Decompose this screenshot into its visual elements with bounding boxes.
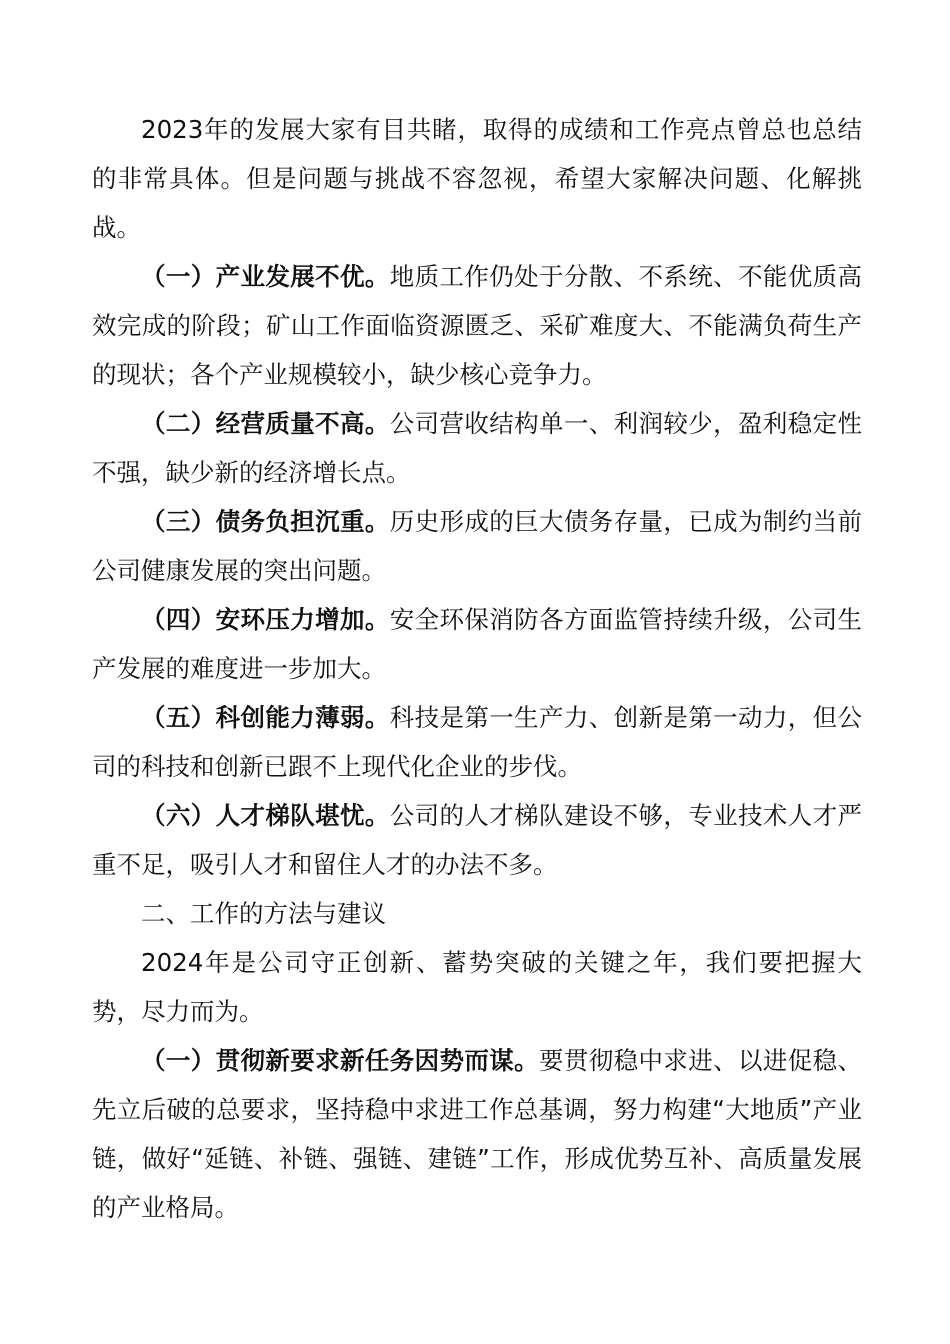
paragraph-problem-4: [92, 595, 862, 693]
section-title: 二、工作的方法与建议: [141, 899, 386, 928]
paragraph-body: 公司的人才梯队建设不够，专业技术人才严重不足，吸引人才和留住人才的办法不多。: [92, 801, 862, 879]
paragraph-problem-3: [92, 497, 862, 595]
paragraph-body: 科技是第一生产力、创新是第一动力，但公司的科技和创新已跟不上现代化企业的步伐。: [92, 703, 862, 781]
paragraph-body: 2024年是公司守正创新、蓄势突破的关键之年，我们要把握大势，尽力而为。: [92, 948, 862, 1026]
paragraph-body: 历史形成的巨大债务存量，已成为制约当前公司健康发展的突出问题。: [92, 507, 862, 585]
paragraph-method-1: [92, 1036, 862, 1232]
paragraph-heading: （一）产业发展不优。: [141, 262, 390, 291]
section-intro: [92, 938, 862, 1036]
paragraph-intro: [92, 105, 862, 252]
paragraph-body: 公司营收结构单一、利润较少，盈利稳定性不强，缺少新的经济增长点。: [92, 409, 862, 487]
paragraph-body: 2023年的发展大家有目共睹，取得的成绩和工作亮点曾总也总结的非常具体。但是问题与挑战不容忽视，希望大家解决问题、化解挑战。: [92, 115, 862, 242]
paragraph-heading: （一）贯彻新要求新任务因势而谋。: [141, 1046, 539, 1075]
paragraph-problem-6: [92, 791, 862, 889]
paragraph-problem-5: [92, 693, 862, 791]
paragraph-body: 要贯彻稳中求进、以进促稳、先立后破的总要求，坚持稳中求进工作总基调，努力构建“大地质”产业链，做好“延链、补链、强链、建链”工作，形成优势互补、高质量发展的产业格局。: [92, 1046, 862, 1222]
document-page: [92, 105, 862, 1232]
paragraph-body: 地质工作仍处于分散、不系统、不能优质高效完成的阶段；矿山工作面临资源匮乏、采矿难度大、不能满负荷生产的现状；各个产业规模较小，缺少核心竞争力。: [92, 262, 862, 389]
paragraph-heading: （六）人才梯队堪忧。: [141, 801, 390, 830]
paragraph-body: 安全环保消防各方面监管持续升级，公司生产发展的难度进一步加大。: [92, 605, 862, 683]
paragraph-heading: （五）科创能力薄弱。: [141, 703, 390, 732]
paragraph-problem-2: [92, 399, 862, 497]
paragraph-heading: （二）经营质量不高。: [141, 409, 390, 438]
paragraph-heading: （四）安环压力增加。: [141, 605, 390, 634]
paragraph-problem-1: [92, 252, 862, 399]
paragraph-heading: （三）债务负担沉重。: [141, 507, 390, 536]
